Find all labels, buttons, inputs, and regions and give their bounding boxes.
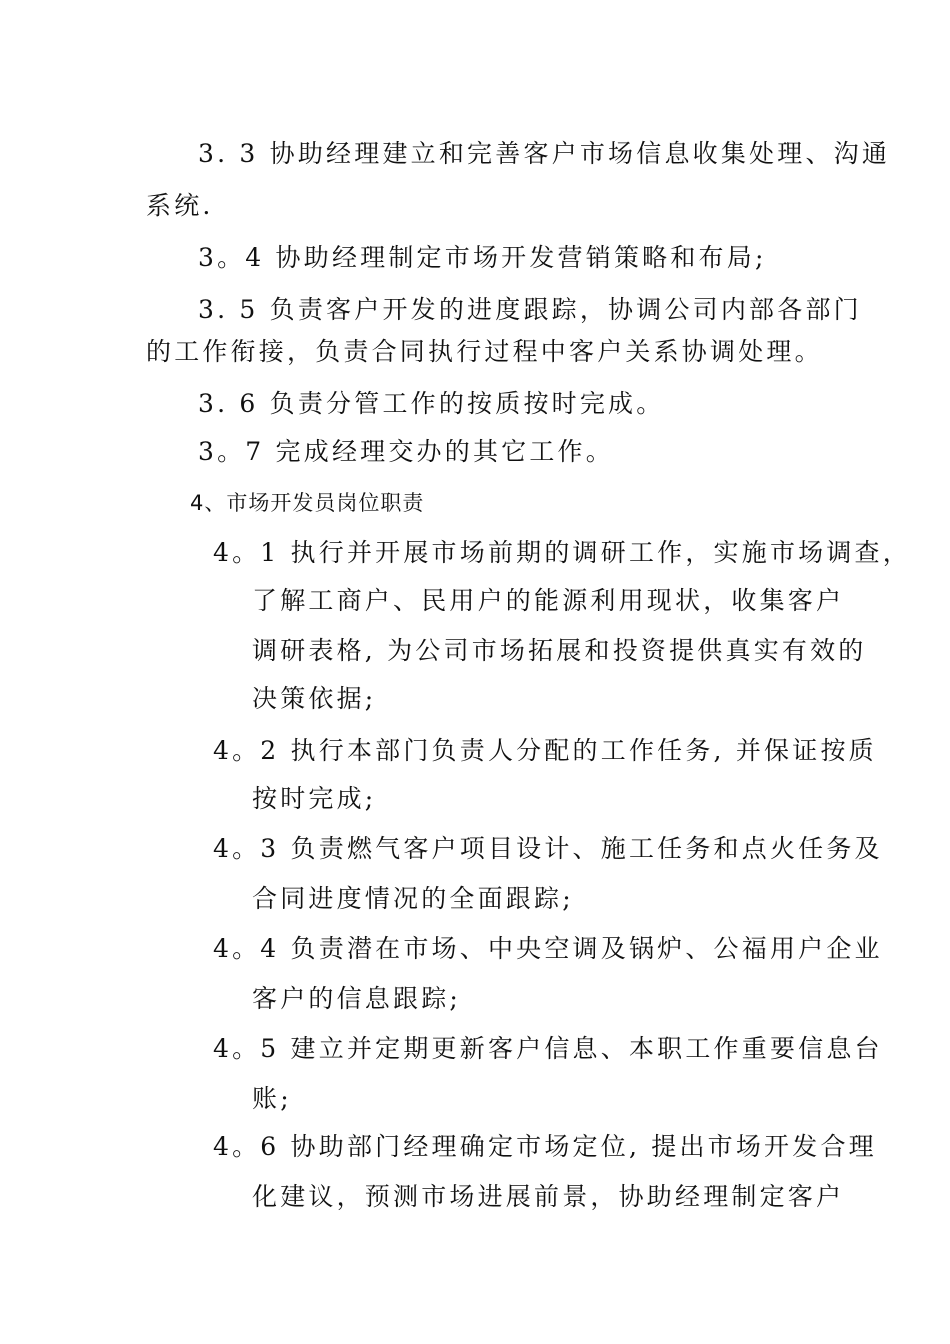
- item-4-2-line-2: 按时完成;: [252, 784, 377, 813]
- item-4-1-line-1: 4。1 执行并开展市场前期的调研工作，实施市场调查，: [213, 538, 911, 567]
- item-4-6-line-1: 4。6 协助部门经理确定市场定位, 提出市场开发合理: [213, 1132, 877, 1161]
- item-4-2-line-1: 4。2 执行本部门负责人分配的工作任务, 并保证按质: [213, 736, 877, 765]
- item-3-5-line-1: 3. 5 负责客户开发的进度跟踪，协调公司内部各部门: [198, 295, 862, 324]
- item-3-5-line-2: 的工作衔接，负责合同执行过程中客户关系协调处理。: [146, 337, 823, 366]
- item-4-6-line-2: 化建议，预测市场进展前景，协助经理制定客户: [252, 1182, 845, 1211]
- item-4-1-line-4: 决策依据;: [252, 684, 377, 713]
- item-3-4: 3。4 协助经理制定市场开发营销策略和布局;: [198, 243, 767, 272]
- item-4-3-line-2: 合同进度情况的全面跟踪;: [252, 884, 574, 913]
- item-3-6: 3. 6 负责分管工作的按质按时完成。: [198, 389, 665, 418]
- item-4-3-line-1: 4。3 负责燃气客户项目设计、施工任务和点火任务及: [213, 834, 883, 863]
- item-4-4-line-1: 4。4 负责潜在市场、中央空调及锅炉、公福用户企业: [213, 934, 883, 963]
- section-4-heading: 4、市场开发员岗位职责: [190, 491, 425, 515]
- item-4-5-line-1: 4。5 建立并定期更新客户信息、本职工作重要信息台: [213, 1034, 883, 1063]
- item-4-1-line-2: 了解工商户、民用户的能源利用现状，收集客户: [252, 586, 845, 615]
- item-3-3-line-2: 系统.: [146, 191, 214, 220]
- item-4-1-line-3: 调研表格, 为公司市场拓展和投资提供真实有效的: [252, 636, 867, 665]
- item-4-5-line-2: 账;: [252, 1084, 292, 1113]
- item-4-4-line-2: 客户的信息跟踪;: [252, 984, 462, 1013]
- item-3-3-line-1: 3. 3 协助经理建立和完善客户市场信息收集处理、沟通: [198, 139, 891, 168]
- item-3-7: 3。7 完成经理交办的其它工作。: [198, 437, 614, 466]
